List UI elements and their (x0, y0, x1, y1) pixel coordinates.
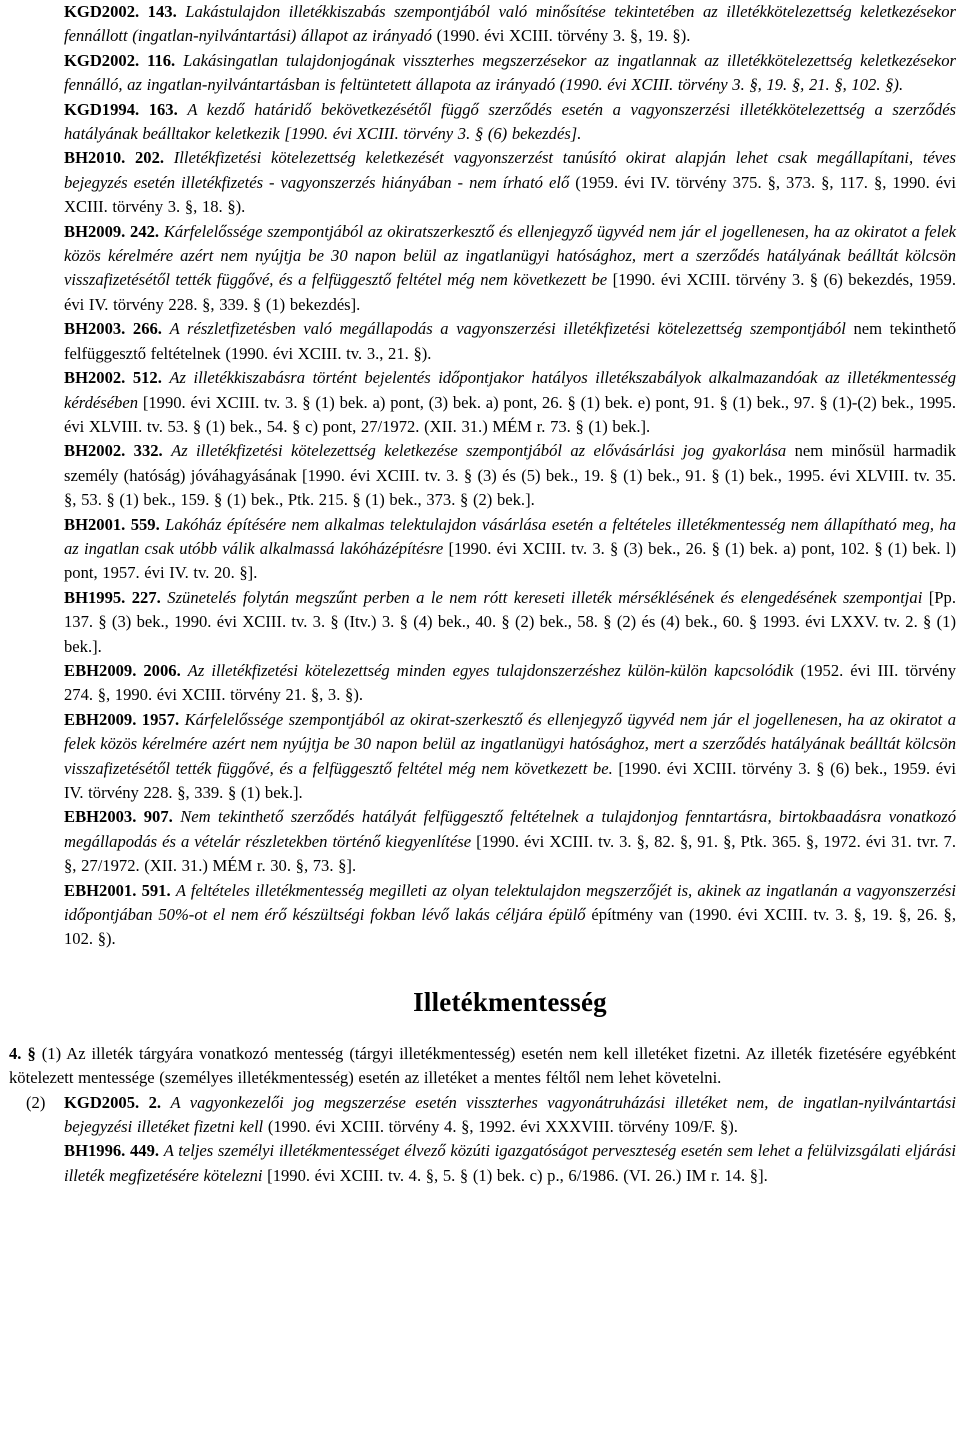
case-reference: BH2002. 512. (64, 368, 162, 388)
case-summary: A feltételes illetékmentesség megilleti az olyan telektulajdon megszerzőjét is, akinek az ingatlanán a vagyonszerzési időpontjában 50%-ot el nem érő készültségi fokban lévő lakás céljára épülő (64, 880, 956, 925)
case-summary: Kárfelelőssége szempontjából az okiratszerkesztő és ellenjegyző ügyvéd nem jár el jogellenesen, ha az okiratot a felek közös kérelmére azért nem nyújtja be 30 napon belül az ingatlanügyi hatósághoz, mert a szerződés hatályának beálltát kölcsön visszafizetésétől tették függővé, és a felfüggesztő feltétel még nem következett be (64, 221, 956, 290)
case-entry (64, 366, 956, 439)
case-reference: KGD1994. 163. (64, 99, 178, 119)
case-summary: Szünetelés folytán megszűnt perben a le nem rótt kereseti illeték mérséklésének és elengedésének szempontjai (167, 587, 923, 607)
case-citation: [1990. évi XCIII. törvény 3. § (6) bek., 1959. évi IV. törvény 228. §, 339. § (1) bek.]. (64, 758, 956, 802)
case-entry (64, 879, 956, 952)
case-summary: Az illetékfizetési kötelezettség minden egyes tulajdonszerzéshez külön-külön kapcsolódik (187, 660, 794, 680)
case-reference: BH2009. 242. (64, 221, 160, 241)
section-heading: Illetékmentesség (413, 986, 607, 1017)
case-summary: Lakásingatlan tulajdonjogának visszterhes megszerzésekor az ingatlannak az illetékkötelezettség keletkezésekor fennálló, az ingatlan-nyilvántartásban is feltüntetett állapota az irányadó (1990. évi XCIII. törvény 3. §, 19. §, 21. §, 102. §). (64, 50, 956, 95)
case-citation: [1990. évi XCIII. tv. 3. §, 82. §, 91. §, Ptk. 365. §, 1972. évi 31. tvr. 7. §, 27/1972. (XII. 31.) MÉM r. 30. §, 73. §]. (64, 831, 956, 876)
subsection-case-law-list (64, 1091, 956, 1189)
section-paragraph (9, 1042, 956, 1091)
case-summary: Az illetékkiszabásra történt bejelentés időpontjakor hatályos illetékszabályok alkalmazandóak az illetékmentesség kérdésében (64, 368, 957, 412)
case-summary: A teljes személyi illetékmentességet élvező közúti igazgatóságot perveszteség esetén sem lehet a felülvizsgálati eljárási illeték megfizetésére kötelezni (64, 1141, 956, 1185)
case-summary: A kezdő határidő bekövetkezésétől függő szerződés esetén a vagyonszerzési illetékkötelezettség a szerződés hatályának beálltakor keletkezik [1990. évi XCIII. törvény 3. § (6) bekezdés]. (64, 99, 957, 144)
case-citation: [1990. évi XCIII. tv. 3. § (3) bek., 26. § (1) bek. a) pont, 102. § (1) bek. l) pont, 1957. évi IV. tv. 20. §]. (64, 538, 957, 583)
case-entry (64, 513, 956, 586)
case-citation: nem tekinthető felfüggesztő feltételnek (1990. évi XCIII. tv. 3., 21. §). (64, 319, 956, 363)
case-reference: BH1995. 227. (64, 587, 161, 607)
case-reference: BH2001. 559. (64, 514, 160, 534)
case-citation: [1990. évi XCIII. törvény 3. § (6) bekezdés, 1959. évi IV. törvény 228. §, 339. § (1) bekezdés]. (64, 270, 956, 314)
case-entry (64, 1091, 956, 1140)
case-reference: BH2002. 332. (64, 441, 163, 461)
case-reference: KGD2005. 2. (64, 1092, 162, 1112)
case-entry (64, 220, 956, 318)
case-entry (64, 659, 956, 708)
case-entry (64, 439, 956, 512)
case-summary: Illetékfizetési kötelezettség keletkezését vagyonszerzést tanúsító okirat alapján lehet csak megállapítani, téves bejegyzés esetén illetékfizetés - vagyonszerzés hiányában - nem írható elő (64, 148, 956, 192)
case-citation: építmény van (1990. évi XCIII. tv. 3. §, 19. §, 26. §, 102. §). (64, 905, 956, 949)
case-summary: Lakástulajdon illetékkiszabás szempontjából való minősítése tekintetében az illetékkötelezettség keletkezésekor fennállott (ingatlan-nyilvántartási) állapot az irányadó (64, 2, 956, 46)
case-citation: (1959. évi IV. törvény 375. §, 373. §, 117. §, 1990. évi XCIII. törvény 3. §, 18. §). (64, 172, 956, 217)
case-citation: [Pp. 137. § (3) bek., 1990. évi XCIII. tv. 3. § (Itv.) 3. § (4) bek., 40. § (2) bek., 58. § (2) és (4) bek., 60. § 1993. évi LXXV. tv. 2. § (1) bek.]. (64, 587, 956, 656)
case-law-list (64, 0, 956, 952)
case-citation: [1990. évi XCIII. tv. 4. §, 5. § (1) bek. c) p., 6/1986. (VI. 26.) IM r. 14. §]. (267, 1165, 768, 1185)
case-citation: (1990. évi XCIII. törvény 3. §, 19. §). (436, 26, 691, 46)
case-summary: A részletfizetésben való megállapodás a vagyonszerzési illetékfizetési kötelezettség szempontjából (169, 319, 846, 339)
case-entry (64, 0, 956, 49)
case-entry (64, 805, 956, 878)
case-reference: EBH2009. 2006. (64, 660, 181, 680)
case-reference: EBH2003. 907. (64, 807, 173, 827)
case-reference: KGD2002. 116. (64, 50, 176, 70)
case-summary: Lakóház építésére nem alkalmas telektulajdon vásárlása esetén a feltételes illetékmentesség nem állapítható meg, ha az ingatlan csak utóbb válik alkalmassá lakóházépítésre (64, 514, 956, 558)
case-citation: [1990. évi XCIII. tv. 3. § (1) bek. a) pont, (3) bek. a) pont, 26. § (1) bek. e) pont, 91. § (1) bek., 97. § (1)-(2) bek., 1995. évi XLVIII. tv. 53. § (1) bek., 54. § c) pont, 27/1972. (XII. 31.) MÉM r. 73. § (1) bek.]. (64, 392, 956, 436)
case-entry (64, 317, 956, 366)
section-number: 4. § (9, 1043, 36, 1063)
case-citation: (1952. évi III. törvény 274. §, 1990. évi XCIII. törvény 21. §, 3. §). (64, 660, 956, 705)
case-reference: BH2003. 266. (64, 319, 162, 339)
case-entry (64, 98, 956, 147)
case-reference: BH2010. 202. (64, 148, 165, 168)
case-entry (64, 49, 956, 98)
case-citation: (1990. évi XCIII. törvény 4. §, 1992. évi XXXVIII. törvény 109/F. §). (267, 1117, 738, 1137)
case-entry (64, 708, 956, 806)
case-entry (64, 1139, 956, 1188)
case-summary: Kárfelelőssége szempontjából az okirat-szerkesztő és ellenjegyző ügyvéd nem jár el jogellenesen, ha az okiratot a felek közös kérelmére azért nem nyújtja be 30 napon belül az ingatlanügyi hatósághoz, mert a szerződés hatályának beálltát kölcsön visszafizetésétől tették függővé, és a felfüggesztő feltétel még nem következett be. (64, 709, 956, 778)
case-citation: nem minősül harmadik személy (hatóság) jóváhagyásának [1990. évi XCIII. tv. 3. § (3) és (5) bek., 19. § (1) bek., 91. § (1) bek., 1995. évi XLVIII. tv. 35. §, 53. § (1) bek., 159. § (1) bek., Ptk. 215. § (1) bek., 373. § (2) bek.]. (64, 441, 956, 510)
case-reference: KGD2002. 143. (64, 2, 177, 21)
case-entry (64, 146, 956, 219)
case-summary: Nem tekinthető szerződés hatályát felfüggesztő feltételnek a tulajdonjog fenntartásra, birtokbaadásra vonatkozó megállapodás és a vételár részletekben történő kiegyenlítése (64, 807, 956, 851)
section-text: (1) Az illeték tárgyára vonatkozó mentesség (tárgyi illetékmentesség) esetén nem kell illetéket fizetni. Az illeték fizetésére egyébként kötelezett mentessége (személyes illetékmentesség) esetén az illetéket a mentes féltől nem lehet követelni. (9, 1043, 957, 1088)
case-reference: EBH2009. 1957. (64, 709, 180, 729)
case-summary: Az illetékfizetési kötelezettség keletkezése szempontjából az elővásárlási jog gyakorlása (171, 441, 787, 461)
case-summary: A vagyonkezelői jog megszerzése esetén visszterhes vagyonátruházási illetéket nem, de ingatlan-nyilvántartási bejegyzési illetéket fizetni kell (64, 1092, 957, 1137)
subsection-label: (2) (26, 1092, 46, 1112)
case-reference: BH1996. 449. (64, 1141, 160, 1161)
case-reference: EBH2001. 591. (64, 880, 171, 900)
case-entry (64, 586, 956, 659)
